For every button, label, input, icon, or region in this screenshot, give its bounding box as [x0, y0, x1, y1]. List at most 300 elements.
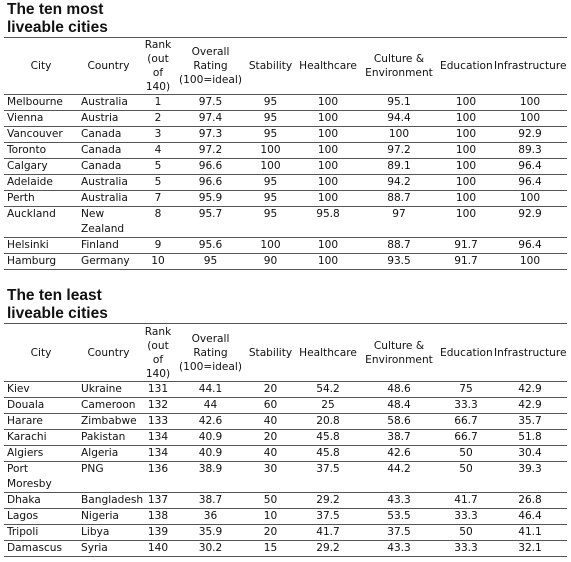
- table-row: [4, 111, 567, 127]
- culture-cell: 93.5: [387, 255, 411, 267]
- infrastructure-cell: 100: [519, 255, 541, 267]
- header-line: Healthcare: [299, 60, 357, 72]
- city-cell: [4, 398, 78, 414]
- city-cell: [4, 159, 78, 175]
- header-line: Education: [440, 346, 493, 359]
- city-line: Perth: [7, 192, 35, 204]
- table-row: [4, 525, 567, 541]
- header-line: (100=ideal): [179, 74, 242, 86]
- header-line: Infrastructure: [494, 346, 567, 359]
- rank-cell: 2: [154, 112, 162, 124]
- healthcare-cell: 25: [321, 399, 335, 411]
- header-line: Overall: [191, 332, 230, 345]
- column-header-rank: [139, 324, 177, 382]
- title-line: liveable cities: [7, 305, 108, 322]
- header-row: [4, 38, 567, 95]
- infrastructure-cell: 92.9: [518, 208, 542, 220]
- culture-cell: 42.6: [387, 447, 411, 459]
- healthcare-cell: 95.8: [316, 208, 340, 220]
- stability-cell: 100: [260, 144, 281, 156]
- country-line: PNG: [81, 463, 104, 475]
- table-row: [4, 541, 567, 557]
- overall-cell: 44: [203, 399, 218, 411]
- rank-cell: 4: [154, 144, 162, 156]
- city-line: Dhaka: [7, 494, 41, 506]
- table-row: [4, 398, 567, 414]
- stability-cell: 20: [263, 526, 278, 538]
- table-row: [4, 95, 567, 111]
- city-cell: [4, 111, 78, 127]
- city-cell: [4, 207, 78, 238]
- culture-cell: 89.1: [387, 160, 411, 172]
- city-cell: [4, 238, 78, 254]
- education-cell: 50: [459, 447, 473, 459]
- infrastructure-cell: 42.9: [518, 399, 542, 411]
- stability-cell: 40: [263, 415, 278, 427]
- city-cell: [4, 191, 78, 207]
- column-header-country: [78, 38, 139, 95]
- country-line: Pakistan: [81, 431, 126, 443]
- least-liveable-table: [4, 323, 567, 557]
- rank-cell: 138: [147, 510, 169, 522]
- overall-cell: 38.7: [198, 494, 223, 506]
- most-liveable-section: [0, 0, 571, 270]
- country-cell: [78, 159, 139, 175]
- city-cell: [4, 493, 78, 509]
- education-cell: 41.7: [454, 494, 478, 506]
- rank-cell: 5: [154, 176, 162, 188]
- country-line: Libya: [81, 526, 110, 538]
- country-line: Australia: [81, 96, 128, 108]
- city-line: Harare: [7, 415, 43, 427]
- country-line: Zimbabwe: [81, 415, 137, 427]
- stability-cell: 40: [263, 447, 278, 459]
- city-cell: [4, 541, 78, 557]
- country-line: Australia: [81, 192, 128, 204]
- education-cell: 91.7: [454, 255, 478, 267]
- healthcare-cell: 100: [317, 192, 339, 204]
- table-row: [4, 493, 567, 509]
- header-row: [4, 324, 567, 382]
- culture-cell: 88.7: [387, 192, 411, 204]
- title-line: liveable cities: [7, 19, 108, 36]
- city-cell: [4, 509, 78, 525]
- rank-cell: 9: [154, 239, 162, 251]
- healthcare-cell: 41.7: [316, 526, 340, 538]
- education-cell: 66.7: [454, 415, 478, 427]
- city-cell: [4, 175, 78, 191]
- infrastructure-cell: 89.3: [518, 144, 542, 156]
- healthcare-cell: 100: [317, 112, 339, 124]
- overall-cell: 97.4: [198, 112, 223, 124]
- culture-cell: 100: [388, 128, 410, 140]
- header-line: Rank: [144, 325, 172, 338]
- education-cell: 100: [455, 112, 477, 124]
- header-line: Rating: [193, 60, 228, 72]
- healthcare-cell: 100: [317, 239, 339, 251]
- rank-cell: 133: [147, 415, 169, 427]
- table-row: [4, 462, 567, 493]
- overall-cell: 38.9: [198, 463, 223, 475]
- city-cell: [4, 127, 78, 143]
- rank-cell: 132: [147, 399, 169, 411]
- country-line: Algeria: [81, 447, 119, 459]
- healthcare-cell: 37.5: [316, 463, 340, 475]
- infrastructure-cell: 92.9: [518, 128, 542, 140]
- header-line: of: [152, 353, 164, 366]
- country-cell: [78, 525, 139, 541]
- header-line: Overall: [191, 46, 230, 58]
- city-cell: [4, 462, 78, 493]
- column-header-healthcare: [297, 38, 359, 95]
- country-cell: [78, 509, 139, 525]
- column-header-education: [439, 324, 493, 382]
- table-row: [4, 238, 567, 254]
- education-cell: 33.3: [454, 399, 478, 411]
- title-line: The ten most: [7, 1, 104, 18]
- overall-cell: 44.1: [198, 383, 223, 395]
- infrastructure-cell: 32.1: [518, 542, 542, 554]
- city-cell: [4, 430, 78, 446]
- header-line: Rank: [144, 39, 172, 51]
- infrastructure-cell: 96.4: [518, 176, 542, 188]
- stability-cell: 15: [263, 542, 278, 554]
- header-line: Infrastructure: [494, 60, 567, 72]
- country-line: New: [81, 208, 105, 220]
- city-line: Kiev: [7, 383, 30, 395]
- title-line: The ten least: [7, 287, 102, 304]
- country-line: Zealand: [81, 223, 125, 235]
- rank-cell: 136: [147, 463, 169, 475]
- infrastructure-cell: 100: [519, 96, 541, 108]
- overall-cell: 96.6: [198, 176, 223, 188]
- healthcare-cell: 100: [317, 255, 339, 267]
- healthcare-cell: 100: [317, 144, 339, 156]
- overall-cell: 30.2: [198, 542, 223, 554]
- header-line: Education: [440, 60, 493, 72]
- table-row: [4, 191, 567, 207]
- rank-cell: 137: [147, 494, 169, 506]
- culture-cell: 37.5: [387, 526, 411, 538]
- city-line: Douala: [7, 399, 45, 411]
- education-cell: 75: [459, 383, 473, 395]
- stability-cell: 90: [263, 255, 278, 267]
- header-line: Rating: [193, 346, 228, 359]
- header-line: 140): [145, 81, 171, 93]
- overall-cell: 97.2: [198, 144, 223, 156]
- country-cell: [78, 111, 139, 127]
- stability-cell: 100: [260, 239, 281, 251]
- infrastructure-cell: 100: [519, 112, 541, 124]
- country-line: Nigeria: [81, 510, 119, 522]
- least-liveable-title: [7, 286, 571, 323]
- infrastructure-cell: 51.8: [518, 431, 542, 443]
- header-line: City: [30, 60, 52, 72]
- rank-cell: 3: [154, 128, 162, 140]
- table-row: [4, 382, 567, 398]
- overall-cell: 95.9: [198, 192, 223, 204]
- culture-cell: 94.2: [387, 176, 411, 188]
- stability-cell: 95: [263, 176, 278, 188]
- culture-cell: 44.2: [387, 463, 411, 475]
- stability-cell: 20: [263, 383, 278, 395]
- table-row: [4, 143, 567, 159]
- column-header-stability: [244, 38, 297, 95]
- city-line: Auckland: [7, 208, 56, 220]
- country-line: Australia: [81, 176, 128, 188]
- country-line: Cameroon: [81, 399, 136, 411]
- culture-cell: 97: [392, 208, 406, 220]
- header-line: Culture &: [373, 53, 425, 65]
- education-cell: 100: [455, 96, 477, 108]
- healthcare-cell: 100: [317, 128, 339, 140]
- city-line: Hamburg: [7, 255, 57, 267]
- education-cell: 100: [455, 128, 477, 140]
- overall-cell: 36: [203, 510, 218, 522]
- country-line: Canada: [81, 160, 122, 172]
- stability-cell: 100: [260, 160, 281, 172]
- country-cell: [78, 191, 139, 207]
- city-cell: [4, 414, 78, 430]
- table-row: [4, 430, 567, 446]
- stability-cell: 20: [263, 431, 278, 443]
- stability-cell: 95: [263, 192, 278, 204]
- column-header-country: [78, 324, 139, 382]
- most-liveable-title: [7, 0, 571, 37]
- most-liveable-table: [4, 37, 567, 270]
- header-line: City: [30, 346, 52, 359]
- city-line: Adelaide: [7, 176, 53, 188]
- table-row: [4, 446, 567, 462]
- culture-cell: 58.6: [387, 415, 411, 427]
- overall-cell: 95.6: [198, 239, 223, 251]
- healthcare-cell: 45.8: [316, 447, 340, 459]
- city-line: Helsinki: [7, 239, 49, 251]
- education-cell: 91.7: [454, 239, 478, 251]
- header-line: Environment: [365, 67, 433, 79]
- column-header-rank: [139, 38, 177, 95]
- country-cell: [78, 127, 139, 143]
- stability-cell: 95: [263, 112, 278, 124]
- country-cell: [78, 462, 139, 493]
- overall-cell: 97.5: [198, 96, 223, 108]
- column-header-city: [4, 324, 78, 382]
- header-line: 140): [145, 367, 171, 380]
- education-cell: 100: [455, 192, 477, 204]
- city-line: Melbourne: [7, 96, 63, 108]
- city-cell: [4, 254, 78, 270]
- infrastructure-cell: 26.8: [518, 494, 542, 506]
- rank-cell: 5: [154, 160, 162, 172]
- culture-cell: 38.7: [387, 431, 411, 443]
- education-cell: 100: [455, 160, 477, 172]
- table-row: [4, 207, 567, 238]
- education-cell: 50: [459, 526, 473, 538]
- country-line: Germany: [81, 255, 130, 267]
- stability-cell: 10: [263, 510, 278, 522]
- healthcare-cell: 29.2: [316, 494, 340, 506]
- overall-cell: 35.9: [198, 526, 223, 538]
- country-cell: [78, 175, 139, 191]
- table-row: [4, 175, 567, 191]
- culture-cell: 48.6: [387, 383, 411, 395]
- infrastructure-cell: 96.4: [518, 239, 542, 251]
- stability-cell: 95: [263, 128, 278, 140]
- healthcare-cell: 20.8: [316, 415, 340, 427]
- header-line: Culture &: [373, 339, 425, 352]
- healthcare-cell: 45.8: [316, 431, 340, 443]
- table-row: [4, 127, 567, 143]
- table-row: [4, 159, 567, 175]
- city-cell: [4, 95, 78, 111]
- city-line: Lagos: [7, 510, 39, 522]
- infrastructure-cell: 35.7: [518, 415, 542, 427]
- infrastructure-cell: 96.4: [518, 160, 542, 172]
- header-line: Healthcare: [299, 346, 357, 359]
- table-row: [4, 509, 567, 525]
- rank-cell: 134: [147, 431, 169, 443]
- column-header-culture: [359, 38, 439, 95]
- education-cell: 66.7: [454, 431, 478, 443]
- overall-cell: 42.6: [198, 415, 223, 427]
- header-line: (out: [147, 339, 169, 352]
- education-cell: 100: [455, 208, 477, 220]
- header-line: of: [152, 67, 164, 79]
- country-cell: [78, 446, 139, 462]
- column-header-infrastructure: [493, 38, 567, 95]
- city-line: Toronto: [7, 144, 47, 156]
- country-line: Bangladesh: [81, 494, 144, 506]
- culture-cell: 53.5: [387, 510, 411, 522]
- stability-cell: 50: [263, 494, 278, 506]
- city-cell: [4, 382, 78, 398]
- least-liveable-section: [0, 286, 571, 557]
- country-cell: [78, 207, 139, 238]
- education-cell: 100: [455, 144, 477, 156]
- country-cell: [78, 238, 139, 254]
- country-line: Canada: [81, 144, 122, 156]
- rank-cell: 7: [154, 192, 162, 204]
- culture-cell: 88.7: [387, 239, 411, 251]
- header-line: Country: [87, 346, 130, 359]
- healthcare-cell: 29.2: [316, 542, 340, 554]
- column-header-healthcare: [297, 324, 359, 382]
- header-line: Stability: [248, 60, 293, 72]
- healthcare-cell: 37.5: [316, 510, 340, 522]
- country-cell: [78, 414, 139, 430]
- rank-cell: 134: [147, 447, 169, 459]
- rank-cell: 139: [147, 526, 169, 538]
- city-line: Port: [7, 463, 29, 475]
- country-line: Finland: [81, 239, 119, 251]
- city-line: Damascus: [7, 542, 63, 554]
- infrastructure-cell: 30.4: [518, 447, 542, 459]
- culture-cell: 48.4: [387, 399, 411, 411]
- rank-cell: 131: [147, 383, 169, 395]
- overall-cell: 97.3: [198, 128, 223, 140]
- country-cell: [78, 382, 139, 398]
- column-header-infrastructure: [493, 324, 567, 382]
- healthcare-cell: 54.2: [316, 383, 340, 395]
- country-cell: [78, 254, 139, 270]
- stability-cell: 95: [263, 208, 278, 220]
- header-line: (out: [147, 53, 169, 65]
- column-header-stability: [244, 324, 297, 382]
- city-line: Tripoli: [7, 526, 39, 538]
- country-cell: [78, 95, 139, 111]
- city-line: Karachi: [7, 431, 47, 443]
- overall-cell: 40.9: [198, 447, 223, 459]
- education-cell: 33.3: [454, 510, 478, 522]
- overall-cell: 95: [203, 255, 218, 267]
- culture-cell: 95.1: [387, 96, 411, 108]
- rank-cell: 140: [147, 542, 169, 554]
- culture-cell: 43.3: [387, 494, 411, 506]
- healthcare-cell: 100: [317, 96, 339, 108]
- header-line: Stability: [248, 346, 293, 359]
- country-line: Syria: [81, 542, 108, 554]
- overall-cell: 40.9: [198, 431, 223, 443]
- city-line: Moresby: [7, 478, 52, 490]
- table-row: [4, 254, 567, 270]
- city-line: Algiers: [7, 447, 44, 459]
- stability-cell: 60: [263, 399, 278, 411]
- column-header-overall: [177, 324, 244, 382]
- culture-cell: 43.3: [387, 542, 411, 554]
- rank-cell: 10: [151, 255, 165, 267]
- city-line: Calgary: [7, 160, 48, 172]
- city-cell: [4, 143, 78, 159]
- culture-cell: 97.2: [387, 144, 411, 156]
- country-line: Ukraine: [81, 383, 122, 395]
- infrastructure-cell: 41.1: [518, 526, 542, 538]
- city-cell: [4, 525, 78, 541]
- infrastructure-cell: 46.4: [518, 510, 542, 522]
- city-line: Vancouver: [7, 128, 63, 140]
- infrastructure-cell: 100: [519, 192, 541, 204]
- country-cell: [78, 143, 139, 159]
- country-cell: [78, 398, 139, 414]
- overall-cell: 96.6: [198, 160, 223, 172]
- healthcare-cell: 100: [317, 160, 339, 172]
- country-line: Canada: [81, 128, 122, 140]
- table-row: [4, 414, 567, 430]
- rank-cell: 1: [154, 96, 162, 108]
- country-cell: [78, 430, 139, 446]
- header-line: Country: [87, 60, 130, 72]
- rank-cell: 8: [154, 208, 162, 220]
- culture-cell: 94.4: [387, 112, 411, 124]
- education-cell: 100: [455, 176, 477, 188]
- column-header-city: [4, 38, 78, 95]
- education-cell: 50: [459, 463, 473, 475]
- city-cell: [4, 446, 78, 462]
- column-header-overall: [177, 38, 244, 95]
- stability-cell: 95: [263, 96, 278, 108]
- city-line: Vienna: [7, 112, 44, 124]
- country-cell: [78, 493, 144, 509]
- infrastructure-cell: 42.9: [518, 383, 542, 395]
- overall-cell: 95.7: [198, 208, 223, 220]
- infrastructure-cell: 39.3: [518, 463, 542, 475]
- header-line: (100=ideal): [179, 360, 242, 373]
- healthcare-cell: 100: [317, 176, 339, 188]
- header-line: Environment: [365, 353, 433, 366]
- column-header-education: [439, 38, 493, 95]
- column-header-culture: [359, 324, 439, 382]
- country-line: Austria: [81, 112, 119, 124]
- education-cell: 33.3: [454, 542, 478, 554]
